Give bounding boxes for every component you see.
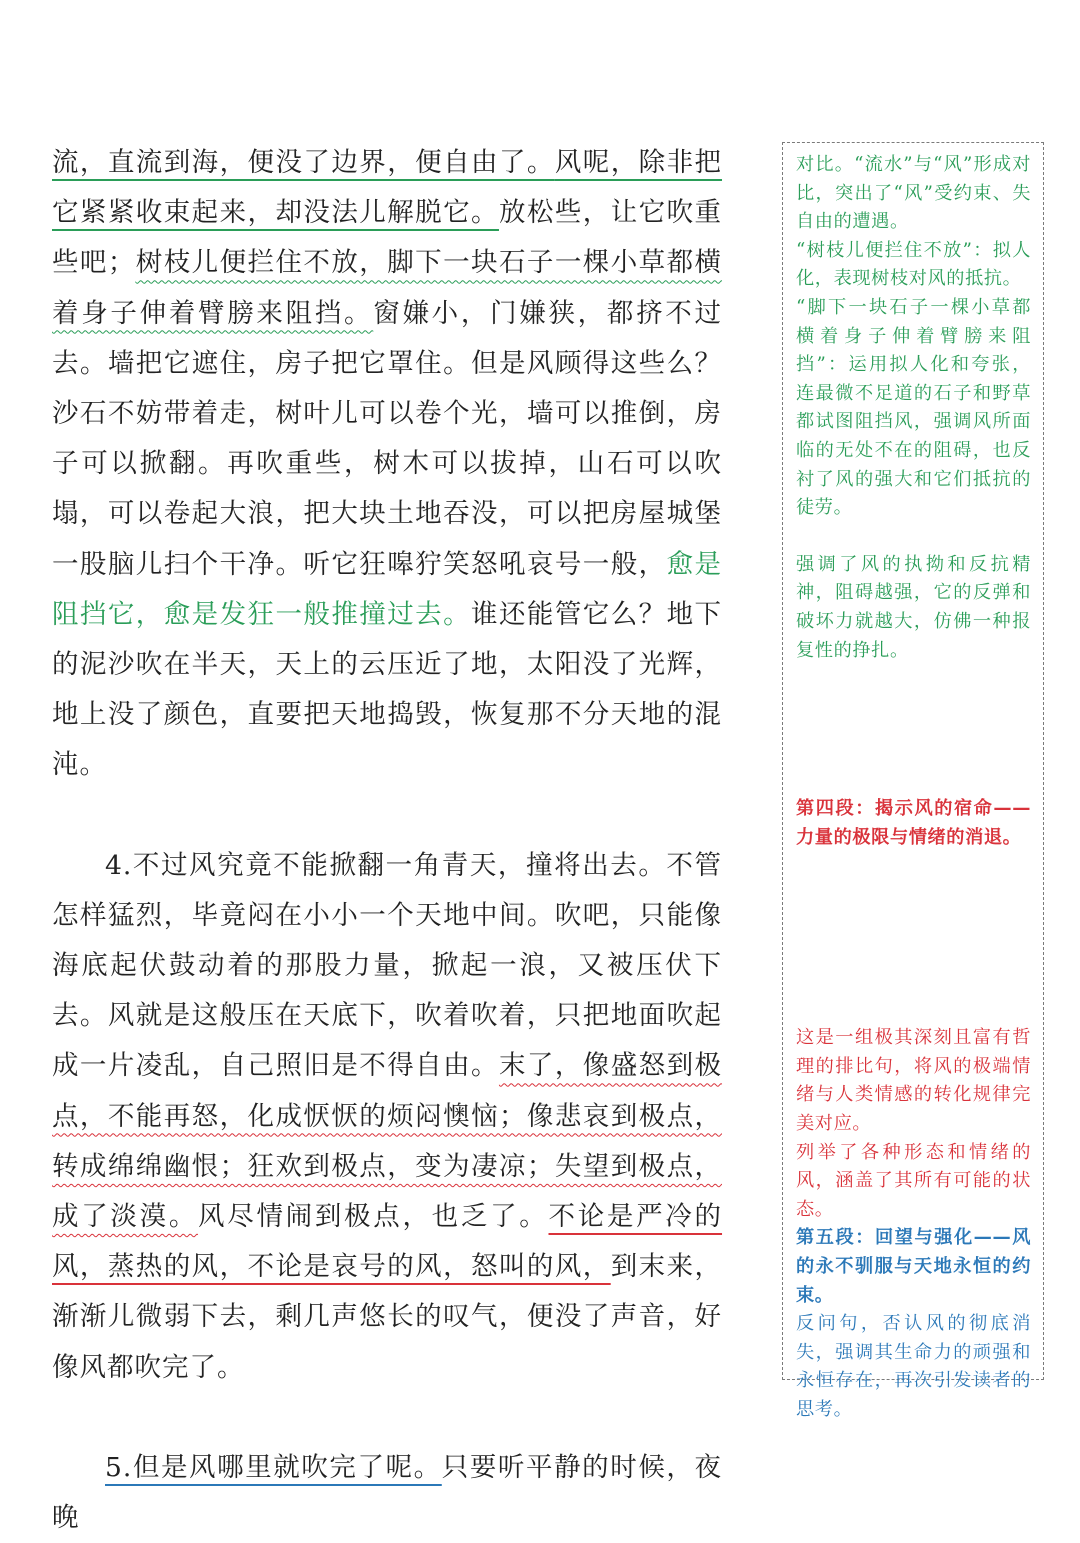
note-rhetorical-question: 反问句，否认风的彻底消失，强调其生命力的顽强和永恒存在，再次引发读者的思考。 — [796, 1313, 1031, 1420]
segment: 风尽情闹到极点，也乏了。 — [198, 1201, 549, 1233]
spacer — [796, 852, 1031, 1024]
note-parallelism: 这是一组极其深刻且富有哲理的排比句，将风的极端情绪与人类情感的转化规律完美对应。 — [796, 1027, 1031, 1135]
segment: 不论是严冷的风，蒸热的风，不论是哀号的风，怒叫的风， — [52, 1201, 723, 1283]
note-branches: “树枝儿便拦住不放”：拟人化，表现树枝对风的抵抗。 — [796, 239, 1031, 290]
note-section-5-heading: 第五段：回望与强化——风的永不驯服与天地永恒的约束。 — [796, 1227, 1031, 1306]
segment: 谁还能管它么？地下的泥沙吹在半天，天上的云压近了地，太阳没了光辉，地上没了颜色，直要把天地捣毁，恢复那不分天地的混沌。 — [52, 598, 723, 781]
main-text — [52, 138, 722, 1543]
segment: 只要听平静的时候，夜晚 — [52, 1451, 722, 1534]
spacer — [796, 665, 1031, 795]
paragraph-4 — [52, 841, 722, 1393]
annotation-box — [782, 142, 1044, 1420]
note-stones: “脚下一块石子一棵小草都横着身子伸着臂膀来阻挡”：运用拟人化和夸张，连最微不足道的石子和野草都试图阻挡风，强调风所面临的无处不在的阻碍，也反衬了风的强大和它们抵抗的徒劳。 — [796, 296, 1031, 519]
segment: 愈是阻挡它，愈是发狂一般推撞过去。 — [52, 548, 723, 630]
note-contrast: 对比。“流水”与“风”形成对比，突出了“风”受约束、失自由的遭遇。 — [796, 154, 1031, 233]
note-section-4-heading: 第四段：揭示风的宿命——力量的极限与情绪的消退。 — [796, 798, 1031, 848]
spacer — [796, 523, 1031, 551]
segment: 4.不过风究竟不能掀翻一角青天，撞将出去。不管怎样猛烈，毕竟闷在小小一个天地中间。吹吧，只能像海底起伏鼓动着的那股力量，掀起一浪，又被压伏下去。风就是这般压在天底下，吹着吹着，只把地面吹起成一片凌乱，自己照旧是不得自由。 — [52, 849, 722, 1082]
segment: 树枝儿便拦住不放，脚下一块石子一棵小草都横着身子伸着臂膀来阻挡。 — [52, 247, 723, 329]
paragraph-3-continued — [52, 138, 722, 791]
segment: 末了，像盛怒到极点，不能再怒，化成恹恹的烦闷懊恼；像悲哀到极点，转成绵绵幽恨；狂欢到极点，变为凄凉；失望到极点，成了淡漠。 — [52, 1050, 723, 1233]
segment: 窗嫌小，门嫌狭，都挤不过去。墙把它遮住，房子把它罩住。但是风顾得这些么？沙石不妨带着走，树叶儿可以卷个光，墙可以推倒，房子可以掀翻。再吹重些，树木可以拔掉，山石可以吹塌，可以卷起大浪，把大块土地吞没，可以把房屋城堡一股脑儿扫个干净。听它狂嗥狞笑怒吼哀号一般， — [52, 297, 722, 580]
segment: 风呢，除非把它紧紧收束起来，却没法儿解脱它。 — [52, 147, 723, 229]
segment: 到末来，渐渐儿微弱下去，剩几声悠长的叹气，便没了声音，好像风都吹完了。 — [52, 1251, 723, 1383]
note-wind-forms: 列举了各种形态和情绪的风，涵盖了其所有可能的状态。 — [796, 1141, 1031, 1220]
segment: 5.但是风哪里就吹完了呢。 — [105, 1451, 442, 1483]
segment: 放松些，让它吹重些吧； — [52, 197, 723, 279]
note-stubbornness: 强调了风的执拗和反抗精神，阻碍越强，它的反弹和破坏力就越大，仿佛一种报复性的挣扎。 — [796, 553, 1031, 661]
segment: 流，直流到海，便没了边界，便自由了。 — [52, 147, 555, 178]
